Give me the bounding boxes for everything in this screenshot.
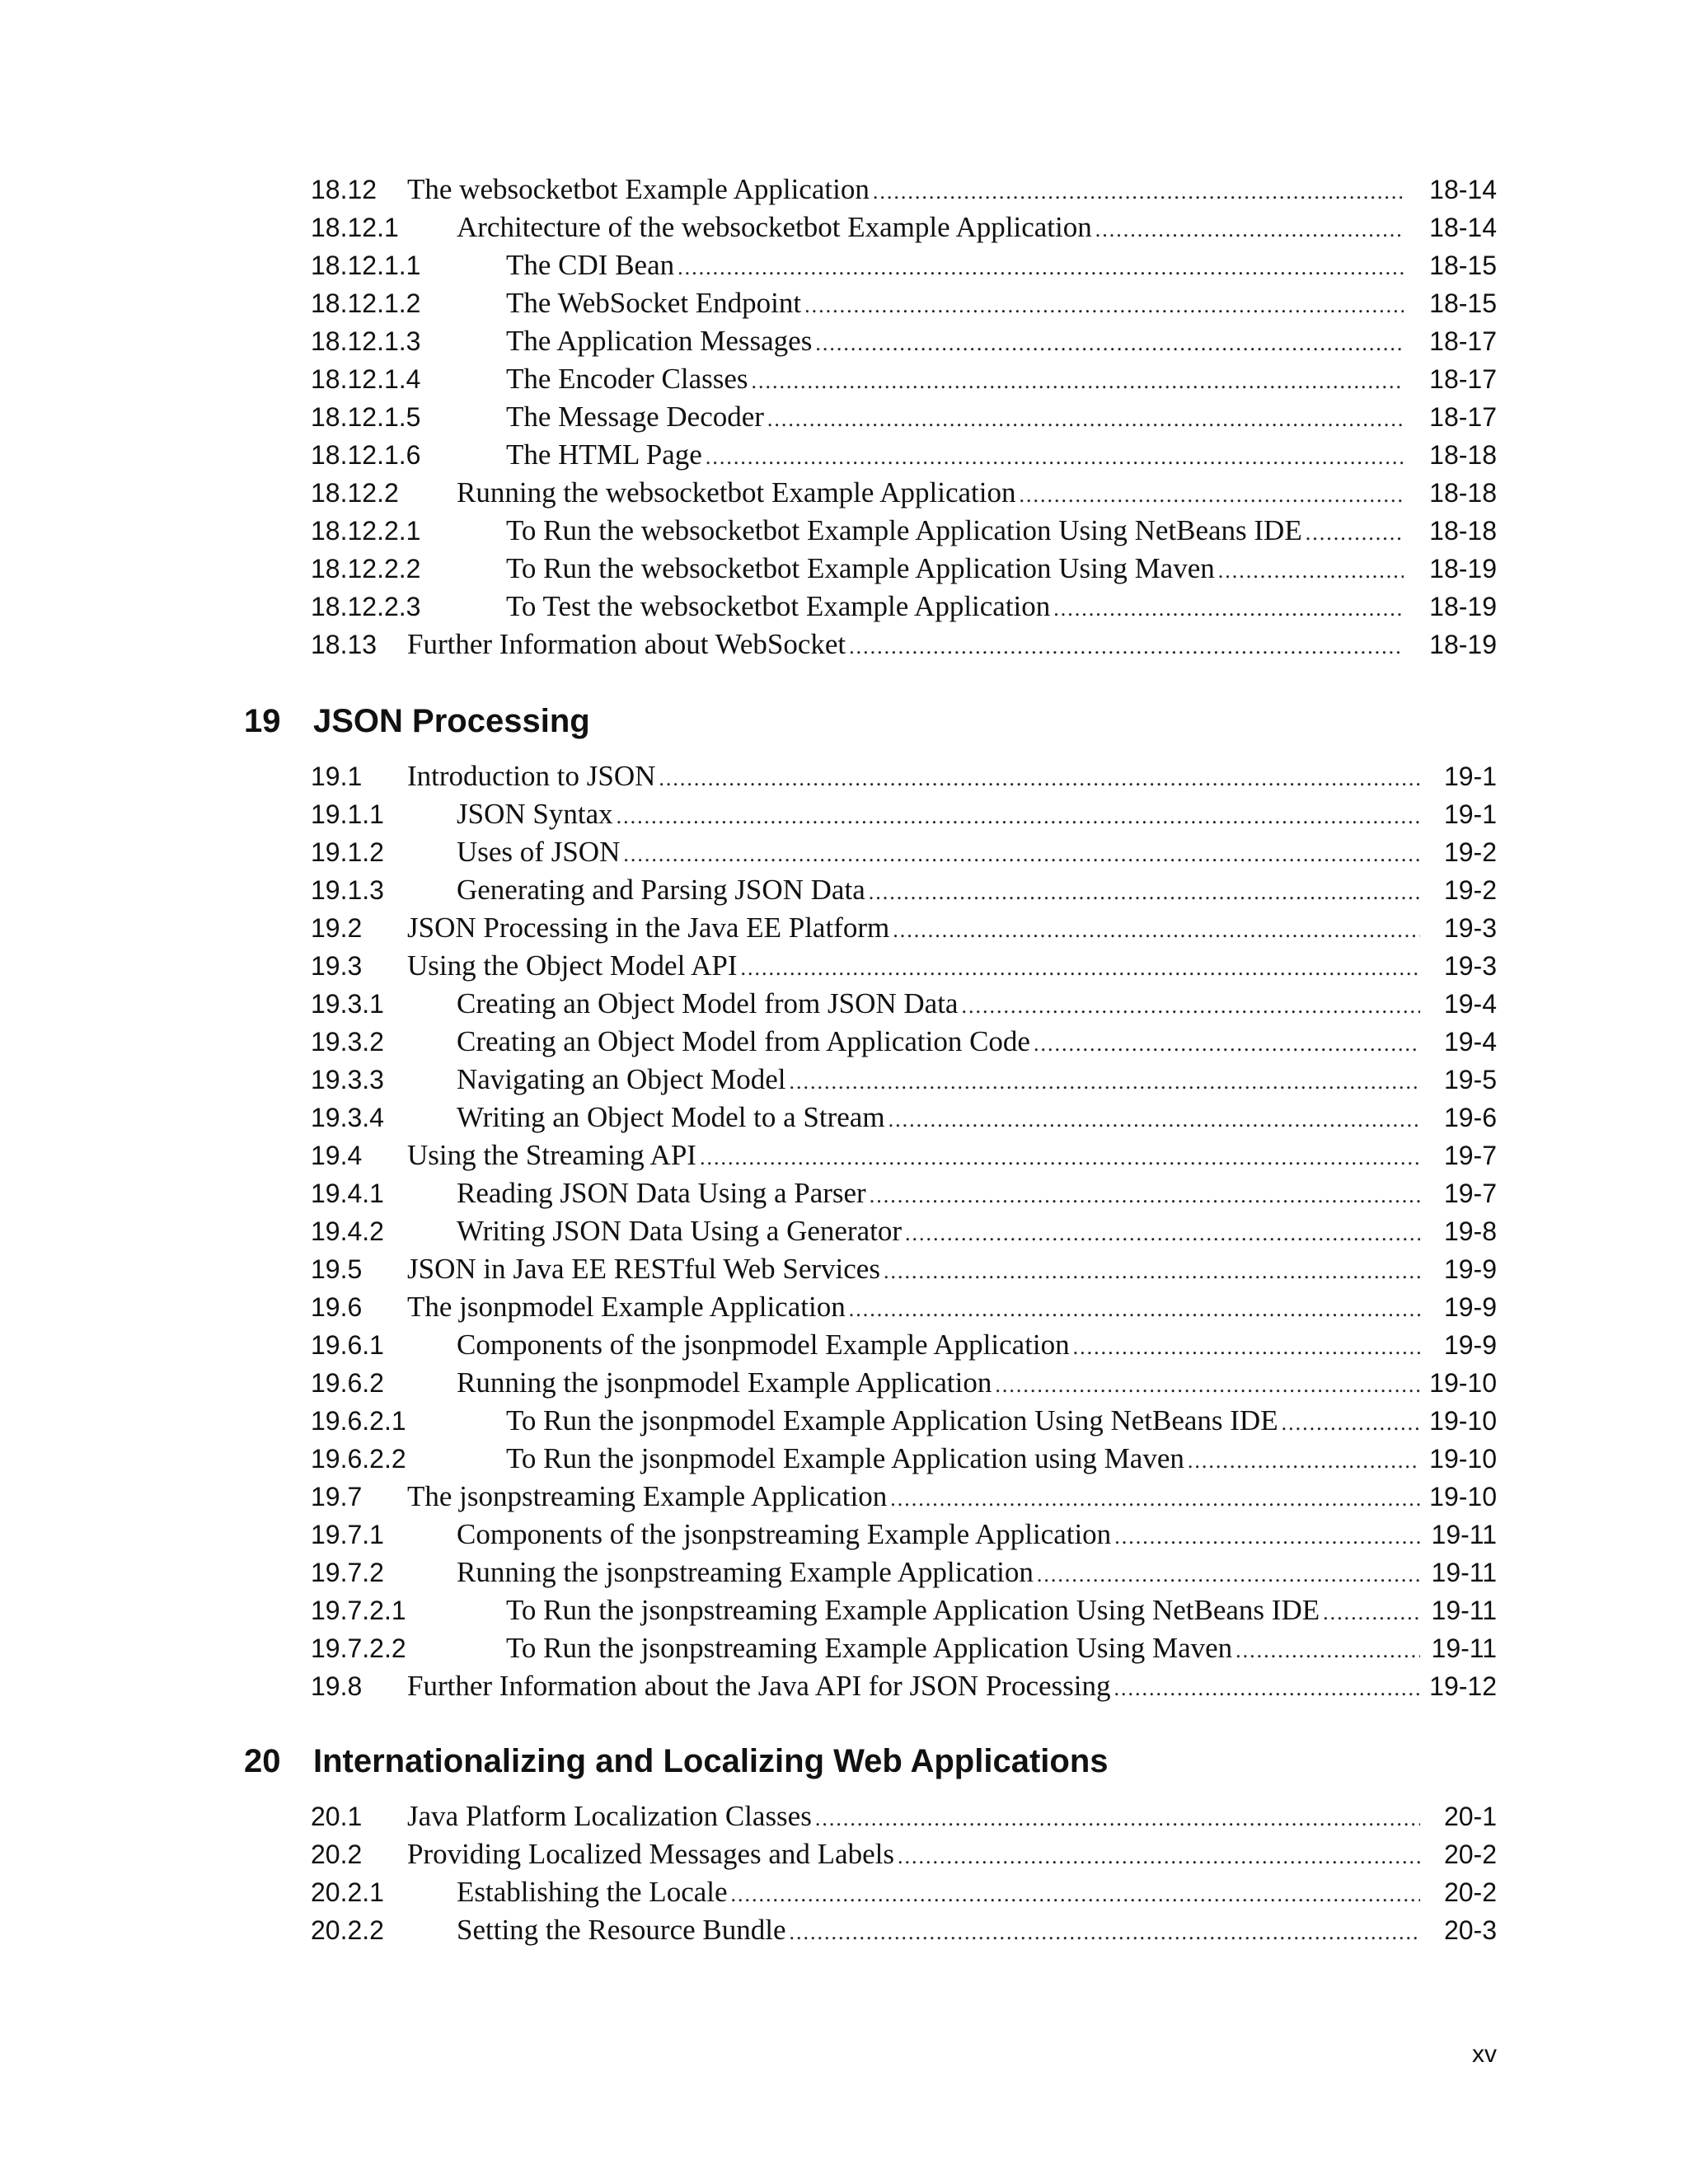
toc-entry-title: To Run the jsonpstreaming Example Application Using NetBeans IDE <box>506 1594 1320 1626</box>
toc-entry-page: 18-18 <box>1429 440 1497 470</box>
toc-entry-page: 19-11 <box>1431 1558 1497 1587</box>
dot-leader <box>767 401 1404 438</box>
dot-leader <box>678 250 1404 286</box>
toc-entry[interactable] <box>0 1175 1688 1212</box>
toc-entry-title: Creating an Object Model from JSON Data <box>457 987 959 1019</box>
toc-entry-number: 18.12.1.2 <box>311 288 421 318</box>
dot-leader <box>1034 1026 1420 1062</box>
toc-entry-page: 19-11 <box>1431 1633 1497 1663</box>
toc-entry-number: 18.12.1.1 <box>311 251 421 280</box>
toc-entry-title: Introduction to JSON <box>407 760 656 792</box>
toc-entry-title: The Application Messages <box>506 325 813 357</box>
toc-entry-number: 20.2.2 <box>311 1915 384 1945</box>
toc-entry-title: Using the Object Model API <box>407 949 738 982</box>
toc-entry-page: 18-17 <box>1429 402 1497 432</box>
toc-entry-page: 18-19 <box>1429 592 1497 621</box>
toc-entry-title: Running the jsonpstreaming Example Application <box>457 1556 1034 1588</box>
toc-entry[interactable] <box>0 475 1688 511</box>
toc-entry-title: Generating and Parsing JSON Data <box>457 874 865 906</box>
toc-entry-number: 19.7.2.1 <box>311 1596 406 1625</box>
toc-entry-title: Writing an Object Model to a Stream <box>457 1101 885 1133</box>
dot-leader <box>804 288 1404 324</box>
toc-entry-title: JSON in Java EE RESTful Web Services <box>407 1253 880 1285</box>
toc-entry-number: 19.7.2.2 <box>311 1633 406 1663</box>
toc-entry-number: 19.6.2.2 <box>311 1444 406 1474</box>
toc-entry-page: 19-10 <box>1429 1482 1497 1511</box>
dot-leader <box>700 1140 1420 1176</box>
dot-leader <box>623 837 1420 873</box>
toc-entry[interactable] <box>0 1479 1688 1515</box>
toc-entry-number: 19.6.2 <box>311 1368 384 1398</box>
dot-leader <box>1306 515 1404 551</box>
toc-entry-page: 18-17 <box>1429 326 1497 356</box>
toc-entry[interactable] <box>0 1403 1688 1439</box>
toc-entry-page: 19-1 <box>1443 799 1497 829</box>
toc-entry[interactable] <box>0 1798 1688 1835</box>
toc-entry-page: 19-6 <box>1443 1103 1497 1132</box>
toc-entry-title: To Run the websocketbot Example Application Using NetBeans IDE <box>506 514 1302 546</box>
toc-entry-number: 20.1 <box>311 1802 363 1831</box>
toc-entry[interactable] <box>0 1213 1688 1249</box>
dot-leader <box>1019 477 1404 513</box>
toc-entry-title: JSON Syntax <box>457 798 613 830</box>
toc-entry-number: 19.8 <box>311 1671 363 1701</box>
toc-entry[interactable] <box>0 1099 1688 1136</box>
toc-entry-page: 19-10 <box>1429 1444 1497 1474</box>
toc-entry-page: 20-2 <box>1443 1877 1497 1907</box>
toc-entry-page: 19-9 <box>1443 1254 1497 1284</box>
toc-entry-page: 19-11 <box>1431 1596 1497 1625</box>
toc-entry-page: 18-18 <box>1429 478 1497 508</box>
toc-entry-page: 19-10 <box>1429 1406 1497 1436</box>
dot-leader <box>815 326 1404 362</box>
dot-leader <box>1188 1443 1420 1479</box>
toc-entry-title: Providing Localized Messages and Labels <box>407 1838 894 1870</box>
toc-entry[interactable] <box>0 626 1688 663</box>
dot-leader <box>1073 1329 1420 1366</box>
toc-entry-page: 18-15 <box>1429 251 1497 280</box>
dot-leader <box>706 439 1404 476</box>
toc-entry[interactable] <box>0 513 1688 549</box>
chapter-heading[interactable] <box>0 1741 1688 1782</box>
dot-leader <box>1114 1519 1420 1555</box>
toc-entry-title: Uses of JSON <box>457 836 621 868</box>
dot-leader <box>617 799 1420 835</box>
toc-entry-number: 19.6 <box>311 1292 363 1322</box>
dot-leader <box>731 1877 1420 1913</box>
toc-entry-title: The WebSocket Endpoint <box>506 287 802 319</box>
chapter-title: Internationalizing and Localizing Web Applications <box>313 1743 1109 1779</box>
toc-entry[interactable] <box>0 1441 1688 1477</box>
toc-entry-title: The jsonpstreaming Example Application <box>407 1480 888 1512</box>
toc-entry-page: 18-15 <box>1429 288 1497 318</box>
toc-entry-page: 19-8 <box>1443 1216 1497 1246</box>
toc-entry-title: Navigating an Object Model <box>457 1063 786 1095</box>
toc-entry[interactable] <box>0 1668 1688 1704</box>
toc-entry[interactable] <box>0 910 1688 946</box>
toc-entry[interactable] <box>0 551 1688 587</box>
toc-entry-title: The Message Decoder <box>506 401 764 433</box>
toc-entry-title: Further Information about WebSocket <box>407 628 846 660</box>
toc-entry-page: 18-14 <box>1429 213 1497 242</box>
toc-entry-page: 19-7 <box>1443 1179 1497 1208</box>
dot-leader <box>1236 1633 1420 1669</box>
toc-entry-title: The HTML Page <box>506 438 702 471</box>
chapter-number: 19 <box>244 703 281 739</box>
toc-entry-number: 18.12.1.5 <box>311 402 421 432</box>
toc-entry-title: Reading JSON Data Using a Parser <box>457 1177 866 1209</box>
toc-entry[interactable] <box>0 1630 1688 1666</box>
dot-leader <box>849 629 1404 665</box>
toc-entry-title: The jsonpmodel Example Application <box>407 1291 846 1323</box>
chapter-number: 20 <box>244 1743 281 1779</box>
toc-entry-title: To Test the websocketbot Example Application <box>506 590 1051 622</box>
toc-entry-number: 19.2 <box>311 913 363 943</box>
dot-leader <box>1282 1405 1420 1441</box>
toc-entry-page: 18-19 <box>1429 554 1497 583</box>
toc-entry-title: Further Information about the Java API for JSON Processing <box>407 1670 1111 1702</box>
dot-leader <box>659 761 1420 797</box>
toc-entry[interactable] <box>0 834 1688 870</box>
dot-leader <box>741 950 1420 987</box>
toc-entry-title: Java Platform Localization Classes <box>407 1800 812 1832</box>
toc-entry-number: 19.4 <box>311 1141 363 1170</box>
page-folio: xv <box>1472 2041 1497 2068</box>
toc-entry-number: 19.4.1 <box>311 1179 384 1208</box>
toc-entry[interactable] <box>0 1365 1688 1401</box>
dot-leader <box>1053 591 1404 627</box>
toc-entry-page: 19-11 <box>1431 1520 1497 1549</box>
toc-entry-title: The Encoder Classes <box>506 363 748 395</box>
toc-entry-number: 19.3.4 <box>311 1103 384 1132</box>
toc-entry[interactable] <box>0 1836 1688 1872</box>
toc-entry-page: 19-12 <box>1429 1671 1497 1701</box>
toc-entry-page: 19-3 <box>1443 913 1497 943</box>
toc-entry-number: 18.12.1.4 <box>311 364 421 394</box>
dot-leader <box>1323 1595 1420 1631</box>
dot-leader <box>815 1801 1420 1837</box>
toc-entry-number: 19.1 <box>311 762 363 791</box>
dot-leader <box>1218 553 1404 589</box>
dot-leader <box>752 363 1404 400</box>
toc-entry-number: 18.12.1 <box>311 213 399 242</box>
toc-entry-number: 18.12.1.3 <box>311 326 421 356</box>
toc-entry-page: 19-4 <box>1443 989 1497 1019</box>
toc-entry-title: Architecture of the websocketbot Example Application <box>457 211 1092 243</box>
toc-entry-title: Creating an Object Model from Application Code <box>457 1025 1030 1057</box>
toc-entry[interactable] <box>0 171 1688 208</box>
toc-entry-number: 19.1.3 <box>311 875 384 905</box>
toc-entry-page: 19-10 <box>1429 1368 1497 1398</box>
dot-leader <box>905 1216 1420 1252</box>
toc-entry-page: 19-2 <box>1443 875 1497 905</box>
toc-entry[interactable] <box>0 948 1688 984</box>
dot-leader <box>789 1064 1420 1100</box>
toc-entry-page: 20-3 <box>1443 1915 1497 1945</box>
toc-entry-number: 19.5 <box>311 1254 363 1284</box>
toc-entry[interactable] <box>0 1592 1688 1629</box>
dot-leader <box>849 1291 1420 1328</box>
toc-entry[interactable] <box>0 209 1688 246</box>
toc-entry-page: 19-7 <box>1443 1141 1497 1170</box>
toc-entry-number: 19.7.1 <box>311 1520 384 1549</box>
toc-entry-number: 18.12.2 <box>311 478 399 508</box>
toc-entry-title: Running the jsonpmodel Example Application <box>457 1366 992 1399</box>
toc-entry-number: 19.3.2 <box>311 1027 384 1057</box>
toc-entry-number: 20.2 <box>311 1840 363 1869</box>
toc-entry-number: 18.13 <box>311 630 377 659</box>
chapter-heading[interactable] <box>0 701 1688 742</box>
toc-entry-page: 19-1 <box>1443 762 1497 791</box>
toc-entry-number: 19.7 <box>311 1482 363 1511</box>
toc-entry-number: 18.12.1.6 <box>311 440 421 470</box>
toc-entry-number: 19.1.2 <box>311 837 384 867</box>
dot-leader <box>790 1915 1420 1951</box>
toc-entry-number: 19.4.2 <box>311 1216 384 1246</box>
toc-entry-page: 19-9 <box>1443 1330 1497 1360</box>
toc-entry-page: 19-2 <box>1443 837 1497 867</box>
toc-entry[interactable] <box>0 1874 1688 1910</box>
toc-entry-number: 19.3.1 <box>311 989 384 1019</box>
toc-entry-title: The CDI Bean <box>506 249 675 281</box>
dot-leader <box>890 1481 1420 1517</box>
toc-entry[interactable] <box>0 1912 1688 1948</box>
toc-entry[interactable] <box>0 399 1688 435</box>
toc-entry-page: 20-1 <box>1443 1802 1497 1831</box>
toc-entry[interactable] <box>0 1554 1688 1591</box>
dot-leader <box>1037 1557 1420 1593</box>
toc-entry-page: 19-5 <box>1443 1065 1497 1094</box>
dot-leader <box>893 912 1420 949</box>
chapter-title: JSON Processing <box>313 703 590 739</box>
toc-entry[interactable] <box>0 796 1688 832</box>
toc-entry-title: Components of the jsonpstreaming Example Application <box>457 1518 1112 1550</box>
dot-leader <box>1114 1671 1420 1707</box>
dot-leader <box>870 1178 1420 1214</box>
dot-leader <box>884 1254 1420 1290</box>
toc-entry-title: Using the Streaming API <box>407 1139 696 1171</box>
toc-entry-number: 19.6.2.1 <box>311 1406 406 1436</box>
toc-entry[interactable] <box>0 1251 1688 1287</box>
toc-entry-number: 18.12 <box>311 175 377 204</box>
toc-entry[interactable] <box>0 758 1688 794</box>
toc-entry-page: 18-19 <box>1429 630 1497 659</box>
toc-entry-title: Writing JSON Data Using a Generator <box>457 1215 902 1247</box>
toc-entry[interactable] <box>0 437 1688 473</box>
dot-leader <box>1095 212 1404 248</box>
toc-entry[interactable] <box>0 588 1688 625</box>
toc-entry-page: 19-4 <box>1443 1027 1497 1057</box>
toc-entry-title: Components of the jsonpmodel Example Application <box>457 1329 1070 1361</box>
toc-entry-page: 19-9 <box>1443 1292 1497 1322</box>
toc-entry-number: 19.3.3 <box>311 1065 384 1094</box>
toc-entry[interactable] <box>0 361 1688 397</box>
dot-leader <box>995 1367 1420 1404</box>
toc-entry-title: Running the websocketbot Example Application <box>457 476 1016 509</box>
toc-entry-title: Establishing the Locale <box>457 1876 728 1908</box>
toc-entry-number: 19.6.1 <box>311 1330 384 1360</box>
toc-entry[interactable] <box>0 323 1688 359</box>
toc-entry-title: Setting the Resource Bundle <box>457 1914 786 1946</box>
dot-leader <box>961 988 1420 1024</box>
toc-entry-page: 18-18 <box>1429 516 1497 546</box>
toc-entry[interactable] <box>0 1327 1688 1363</box>
dot-leader <box>898 1839 1420 1875</box>
toc-entry-title: JSON Processing in the Java EE Platform <box>407 912 890 944</box>
toc-entry-page: 19-3 <box>1443 951 1497 981</box>
toc-entry-title: To Run the jsonpstreaming Example Application Using Maven <box>506 1632 1233 1664</box>
toc-entry-title: The websocketbot Example Application <box>407 173 870 205</box>
toc-entry[interactable] <box>0 1062 1688 1098</box>
dot-leader <box>873 174 1404 210</box>
toc-entry-number: 18.12.2.1 <box>311 516 421 546</box>
dot-leader <box>889 1102 1420 1138</box>
toc-entry-page: 20-2 <box>1443 1840 1497 1869</box>
toc-entry[interactable] <box>0 1516 1688 1553</box>
dot-leader <box>869 874 1420 911</box>
toc-entry[interactable] <box>0 1137 1688 1174</box>
toc-entry-number: 19.7.2 <box>311 1558 384 1587</box>
toc-entry-title: To Run the jsonpmodel Example Application using Maven <box>506 1442 1184 1474</box>
toc-entry-number: 18.12.2.3 <box>311 592 421 621</box>
toc-entry[interactable] <box>0 1289 1688 1325</box>
toc-entry[interactable] <box>0 986 1688 1022</box>
toc-entry-number: 18.12.2.2 <box>311 554 421 583</box>
toc-entry-title: To Run the jsonpmodel Example Application Using NetBeans IDE <box>506 1404 1278 1436</box>
toc-entry-title: To Run the websocketbot Example Application Using Maven <box>506 552 1215 584</box>
toc-entry-page: 18-14 <box>1429 175 1497 204</box>
toc-entry[interactable] <box>0 1024 1688 1060</box>
toc-entry[interactable] <box>0 872 1688 908</box>
toc-entry-number: 19.1.1 <box>311 799 384 829</box>
toc-entry-number: 19.3 <box>311 951 363 981</box>
toc-entry-number: 20.2.1 <box>311 1877 384 1907</box>
toc-entry-page: 18-17 <box>1429 364 1497 394</box>
toc-entry[interactable] <box>0 285 1688 321</box>
toc-entry[interactable] <box>0 247 1688 284</box>
